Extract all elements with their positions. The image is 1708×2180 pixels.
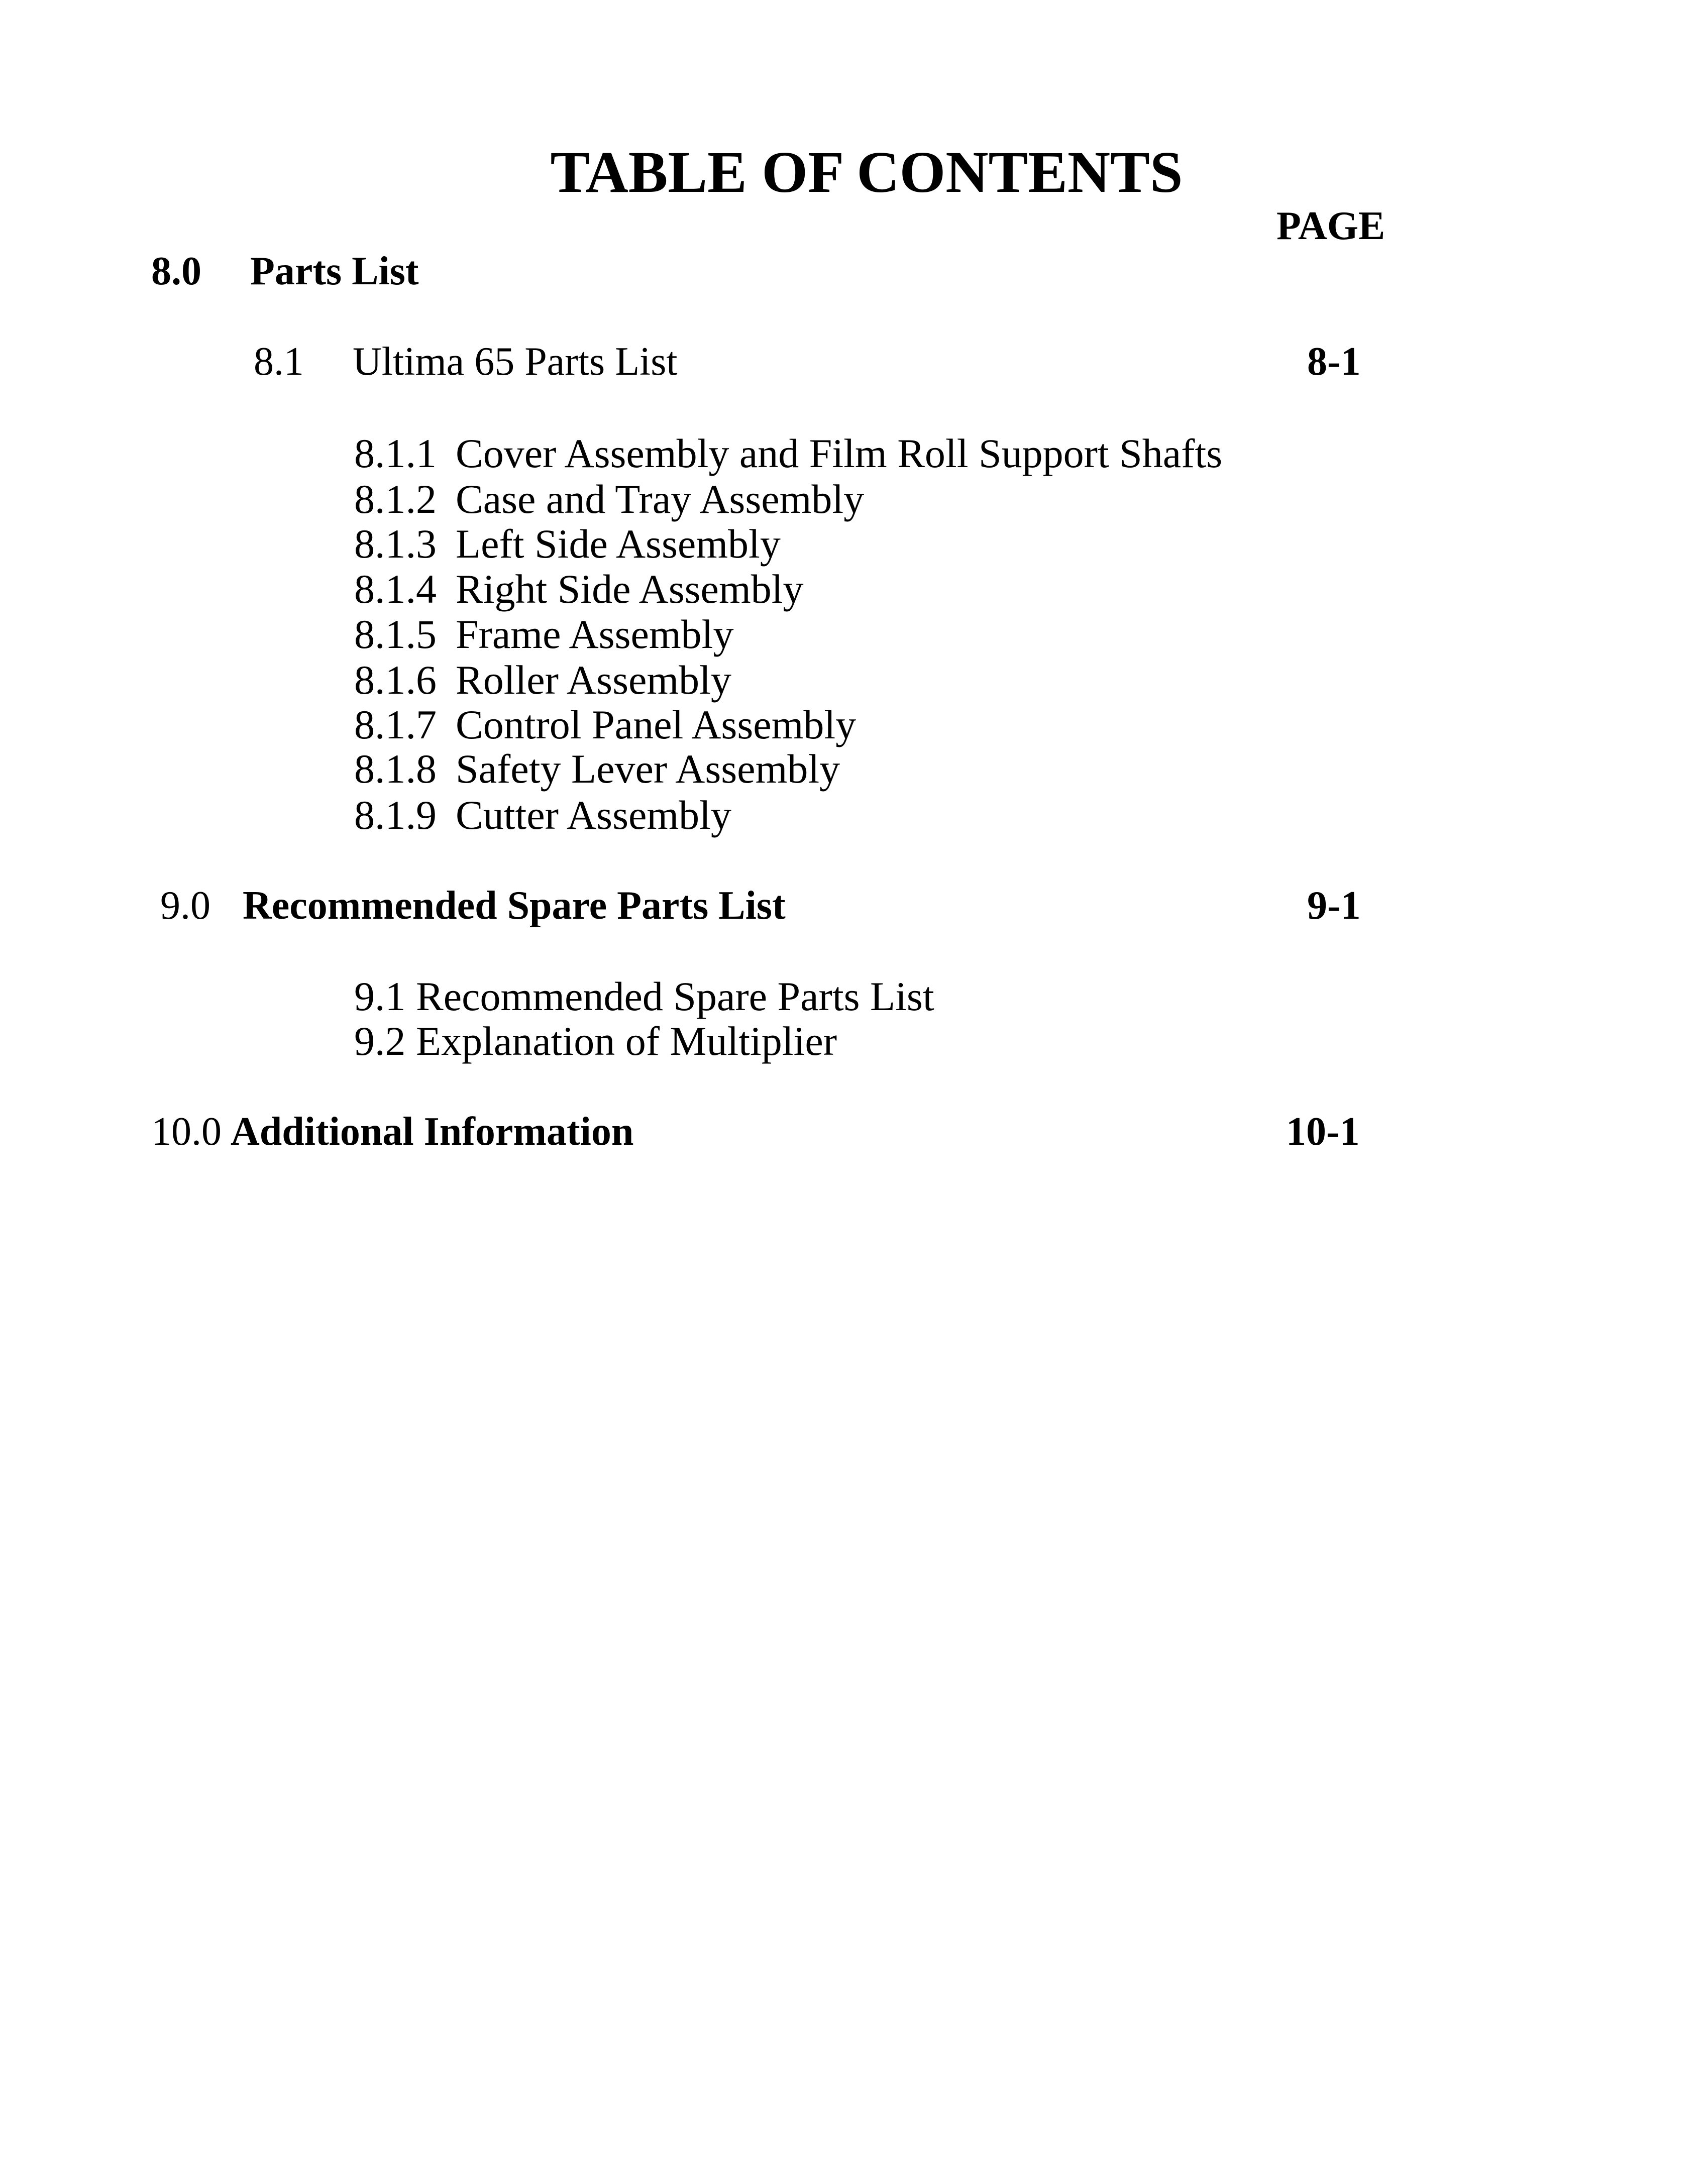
toc-item-8-1-5-number: 8.1.5 xyxy=(354,611,437,657)
section-10-page: 10-1 xyxy=(1286,1110,1360,1154)
toc-item-8-1-5-title: Frame Assembly xyxy=(456,611,734,657)
toc-item-8-1-6-number: 8.1.6 xyxy=(354,657,437,703)
toc-item-8-1-8-number: 8.1.8 xyxy=(354,746,437,792)
toc-item-8-1-1-title: Cover Assembly and Film Roll Support Shafts xyxy=(456,430,1223,476)
toc-item-8-1-4-number: 8.1.4 xyxy=(354,566,437,612)
toc-item-8-1-1-number: 8.1.1 xyxy=(354,430,437,476)
section-8-number: 8.0 xyxy=(151,249,201,293)
section-9-title: Recommended Spare Parts List xyxy=(243,884,786,928)
toc-item-8-1-7-title: Control Panel Assembly xyxy=(456,702,857,747)
subsection-8-1-title: Ultima 65 Parts List xyxy=(353,340,678,384)
toc-item-8-1-3-title: Left Side Assembly xyxy=(456,521,781,567)
subsection-8-1-page: 8-1 xyxy=(1307,340,1361,384)
section-9-page: 9-1 xyxy=(1307,884,1361,928)
toc-item-8-1-3-number: 8.1.3 xyxy=(354,521,437,567)
toc-item-9-2: 9.2 Explanation of Multiplier xyxy=(354,1018,837,1064)
page-column-header: PAGE xyxy=(1276,204,1385,248)
section-9-number: 9.0 xyxy=(160,884,210,928)
section-10-title: Additional Information xyxy=(231,1110,634,1154)
toc-item-8-1-9-title: Cutter Assembly xyxy=(456,792,731,838)
toc-item-8-1-6-title: Roller Assembly xyxy=(456,657,731,703)
toc-item-8-1-4-title: Right Side Assembly xyxy=(456,566,804,612)
page-title: TABLE OF CONTENTS xyxy=(550,139,1183,205)
toc-item-8-1-2-number: 8.1.2 xyxy=(354,476,437,522)
toc-item-9-1: 9.1 Recommended Spare Parts List xyxy=(354,973,934,1019)
section-8-title: Parts List xyxy=(250,249,419,293)
section-10-number: 10.0 xyxy=(151,1110,222,1154)
toc-item-8-1-2-title: Case and Tray Assembly xyxy=(456,476,865,522)
toc-item-8-1-8-title: Safety Lever Assembly xyxy=(456,746,840,792)
toc-item-8-1-7-number: 8.1.7 xyxy=(354,702,437,747)
toc-item-8-1-9-number: 8.1.9 xyxy=(354,792,437,838)
subsection-8-1-number: 8.1 xyxy=(254,340,304,384)
